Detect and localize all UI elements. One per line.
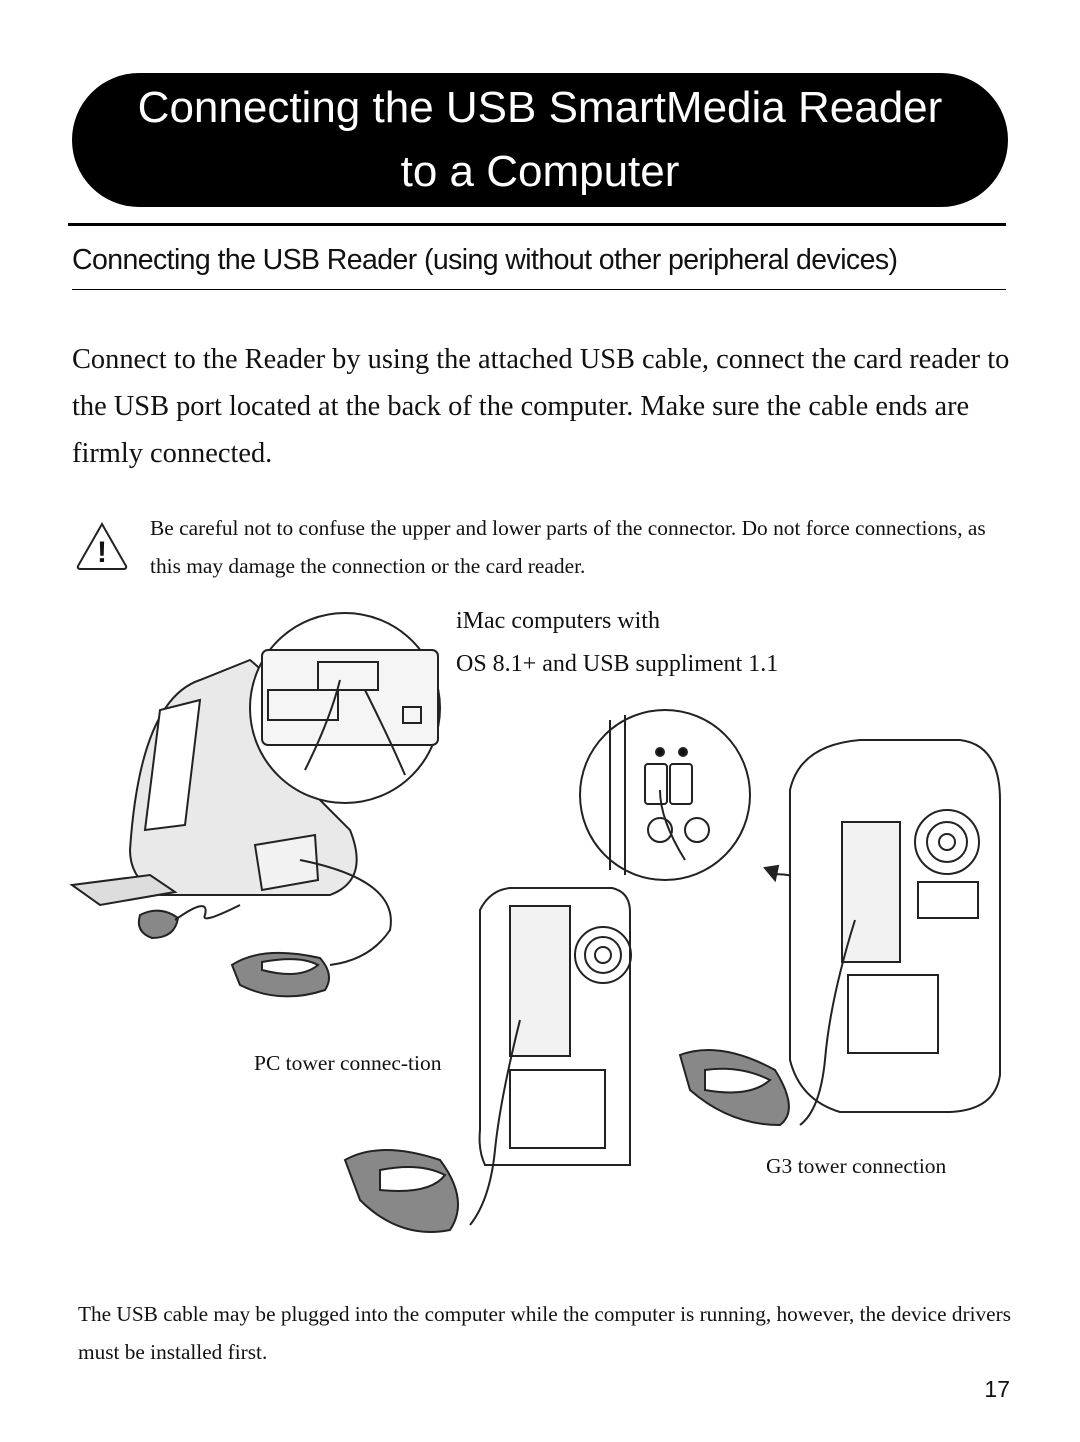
pc-card-reader [345,1150,458,1232]
imac-usb-cable [300,860,391,965]
intro-paragraph: Connect to the Reader by using the attached USB cable, connect the card reader to the USB port located at the back of the computer. Make sure the cable ends are firmly connected. [72,344,1010,469]
imac-caption-line-2: OS 8.1+ and USB suppliment 1.1 [456,651,779,677]
imac-caption-line-1: iMac computers with [456,608,660,634]
page-title-line-2: to a Computer [400,147,680,196]
footer-note: The USB cable may be plugged into the computer while the computer is running, however, the device drivers must be installed first. [78,1302,1011,1364]
page-number: 17 [984,1376,1010,1402]
warning-symbol: ! [97,536,107,569]
page-title-line-1: Connecting the USB SmartMedia Reader [137,83,943,132]
arrow-curve [770,874,830,900]
usb-port-zoom [580,710,750,880]
imac-card-reader [232,953,329,997]
title-divider [68,223,1006,226]
warning-triangle-icon [74,520,130,572]
imac-illustration [72,660,357,938]
section-divider [72,289,1006,290]
g3-card-reader [680,1050,789,1125]
pc-tower-illustration [470,888,631,1225]
g3-tower-illustration [790,740,1000,1125]
arrow-head [765,866,778,880]
page-title [72,73,1008,207]
imac-port-zoom [250,613,440,803]
pc-tower-caption: PC tower connec-tion [254,1051,442,1075]
g3-tower-caption: G3 tower connection [766,1154,947,1178]
warning-text: Be careful not to confuse the upper and lower parts of the connector. Do not force connections, as this may damage the connection or the card reader. [150,516,986,578]
section-heading: Connecting the USB Reader (using without other peripheral devices) [72,244,898,276]
imac-caption [456,600,778,686]
